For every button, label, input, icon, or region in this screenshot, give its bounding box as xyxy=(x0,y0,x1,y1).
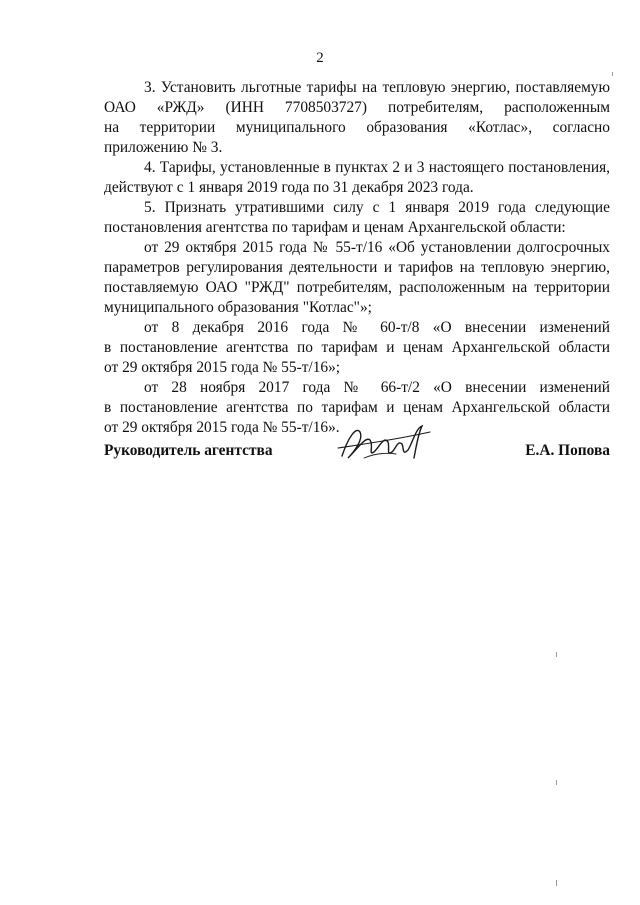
scan-artifact xyxy=(556,652,557,657)
paragraph-4 xyxy=(104,158,610,198)
text-line: в постановление агентства по тарифам и ценам Архангельской области xyxy=(104,399,610,416)
text-line: от 29 октября 2015 года № 55-т/16 «Об установлении долгосрочных xyxy=(144,239,610,256)
signatory-title: Руководитель агентства xyxy=(104,442,273,459)
text-line: постановления агентства по тарифам и ценам Архангельской области: xyxy=(104,219,566,236)
paragraph-3 xyxy=(104,78,610,158)
paragraph-5 xyxy=(104,198,610,238)
text-line: приложению № 3. xyxy=(104,139,223,156)
scan-artifact xyxy=(556,780,557,785)
repealed-item-1 xyxy=(104,238,610,318)
signature-block xyxy=(104,440,610,480)
text-line: поставляемую ОАО "РЖД" потребителям, расположенным на территории xyxy=(104,279,610,296)
signatory-name: Е.А. Попова xyxy=(525,442,610,459)
text-line: от 28 ноября 2017 года № 66-т/2 «О внесении изменений xyxy=(144,379,610,396)
text-line: 5. Признать утратившими силу с 1 января 2019 года следующие xyxy=(144,199,610,216)
text-line: от 8 декабря 2016 года № 60-т/8 «О внесении изменений xyxy=(144,319,610,336)
text-line: 3. Установить льготные тарифы на тепловую энергию, поставляемую xyxy=(144,79,610,96)
repealed-item-2 xyxy=(104,318,610,378)
page-number: 2 xyxy=(316,50,324,66)
scan-artifact xyxy=(612,72,613,76)
text-line: параметров регулирования деятельности и тарифов на тепловую энергию, xyxy=(104,259,610,276)
text-line: от 29 октября 2015 года № 55-т/16»; xyxy=(104,359,341,376)
text-line: от 29 октября 2015 года № 55-т/16». xyxy=(104,419,340,436)
text-line: действуют с 1 января 2019 года по 31 декабря 2023 года. xyxy=(104,179,474,196)
text-line: в постановление агентства по тарифам и ценам Архангельской области xyxy=(104,339,610,356)
document-body xyxy=(104,78,610,438)
text-line: на территории муниципального образования «Котлас», согласно xyxy=(104,119,610,136)
text-line: ОАО «РЖД» (ИНН 7708503727) потребителям, расположенным xyxy=(104,99,610,116)
text-line: 4. Тарифы, установленные в пунктах 2 и 3 настоящего постановления, xyxy=(144,159,610,176)
handwritten-signature xyxy=(334,418,434,468)
text-line: муниципального образования "Котлас"»; xyxy=(104,299,372,316)
scan-artifact xyxy=(556,880,557,886)
